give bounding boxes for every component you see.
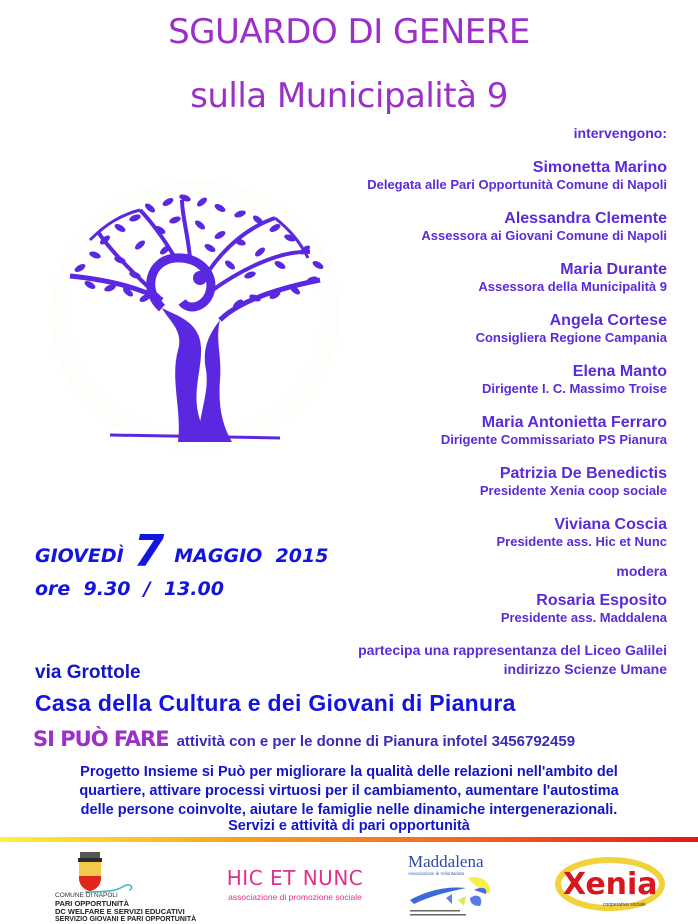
speaker-item (367, 312, 667, 346)
initiative-description: attività con e per le donne di Pianura infotel 3456792459 (176, 733, 576, 750)
speaker-name: Patrizia De Benedictis (499, 465, 667, 482)
speaker-name: Viviana Coscia (554, 516, 667, 533)
logo-maddalena (408, 852, 518, 918)
event-month-year: MAGGIO 2015 (174, 545, 329, 567)
poster-subtitle: sulla Municipalità 9 (190, 76, 508, 116)
butterflies-icon (408, 876, 518, 918)
moderator-name: Rosaria Esposito (536, 592, 667, 609)
speaker-role: Assessora della Municipalità 9 (478, 279, 667, 294)
speaker-role: Presidente ass. Hic et Nunc (496, 534, 667, 549)
project-line3: delle persone coinvolte, aiutare le famiglie nelle dinamiche intergenerazionali. (80, 802, 618, 818)
speaker-role: Consigliera Regione Campania (475, 330, 667, 345)
speaker-name: Maria Antonietta Ferraro (481, 414, 667, 431)
poster-title: SGUARDO DI GENERE (168, 12, 530, 52)
speakers-list (367, 124, 667, 626)
xenia-logo-icon (555, 852, 665, 918)
tree-woman-illustration (50, 180, 340, 450)
speaker-name: Elena Manto (572, 363, 667, 380)
speaker-item (367, 516, 667, 550)
services-label: Servizi e attività di pari opportunità (228, 818, 470, 834)
event-time: ore 9.30 / 13.00 (35, 578, 224, 600)
project-line1: Progetto Insieme si Può per migliorare la qualità delle relazioni nell'ambito del (80, 764, 618, 780)
moderator-label: modera (616, 563, 667, 579)
speaker-item (367, 414, 667, 448)
tree-icon (50, 180, 340, 450)
initiative-line (33, 727, 575, 751)
venue-name: Casa della Cultura e dei Giovani di Pianura (35, 690, 516, 716)
speaker-item (367, 261, 667, 295)
logo-comune-napoli (55, 848, 215, 924)
event-date (35, 526, 328, 577)
speaker-name: Simonetta Marino (532, 159, 667, 176)
project-description (0, 763, 698, 820)
hic-title: HIC ET NUNC (226, 866, 364, 890)
participation-line1: partecipa una rappresentanza del Liceo Galilei (358, 642, 667, 658)
event-weekday: GIOVEDÌ (35, 545, 124, 567)
moderator-item (367, 592, 667, 626)
speaker-name: Maria Durante (560, 261, 667, 278)
participation-line2: indirizzo Scienze Umane (503, 661, 667, 677)
svg-text:cooperativa sociale: cooperativa sociale (603, 902, 646, 908)
napoli-line2: DC WELFARE E SERVIZI EDUCATIVI (55, 907, 185, 916)
napoli-line3: SERVIZIO GIOVANI E PARI OPPORTUNITÀ (55, 916, 197, 923)
speakers-intro-label: intervengono: (573, 125, 667, 141)
speaker-role: Delegata alle Pari Opportunità Comune di Napoli (367, 177, 667, 192)
initiative-brand: SI PUÒ FARE (33, 727, 169, 751)
project-line2: quartiere, attivare processi virtuosi per il cambiamento, aumentare l'autostima (79, 783, 619, 799)
hic-subtitle: associazione di promozione sociale (228, 892, 362, 902)
maddalena-title: Maddalena (408, 852, 484, 871)
speaker-role: Dirigente I. C. Massimo Troise (482, 381, 667, 396)
maddalena-subtitle: Associazione di Volontariato (408, 871, 465, 876)
speaker-item (367, 210, 667, 244)
event-day: 7 (133, 526, 165, 577)
speaker-item (367, 159, 667, 193)
speaker-role: Dirigente Commissariato PS Pianura (440, 432, 667, 447)
speaker-item (367, 465, 667, 499)
speaker-name: Alessandra Clemente (504, 210, 667, 227)
participation-note (358, 641, 667, 679)
speaker-role: Assessora ai Giovani Comune di Napoli (421, 228, 667, 243)
logo-hic-et-nunc (225, 866, 365, 902)
moderator-role: Presidente ass. Maddalena (500, 610, 667, 625)
venue-street: via Grottole (35, 662, 141, 683)
napoli-comune: COMUNE DI NAPOLI (55, 892, 118, 899)
svg-text:Xenia: Xenia (563, 867, 658, 902)
logo-xenia (555, 852, 665, 918)
speaker-item (367, 363, 667, 397)
speaker-name: Angela Cortese (549, 312, 667, 329)
gradient-divider (0, 837, 698, 842)
speaker-role: Presidente Xenia coop sociale (479, 483, 667, 498)
napoli-line1: PARI OPPORTUNITÀ (55, 899, 130, 908)
